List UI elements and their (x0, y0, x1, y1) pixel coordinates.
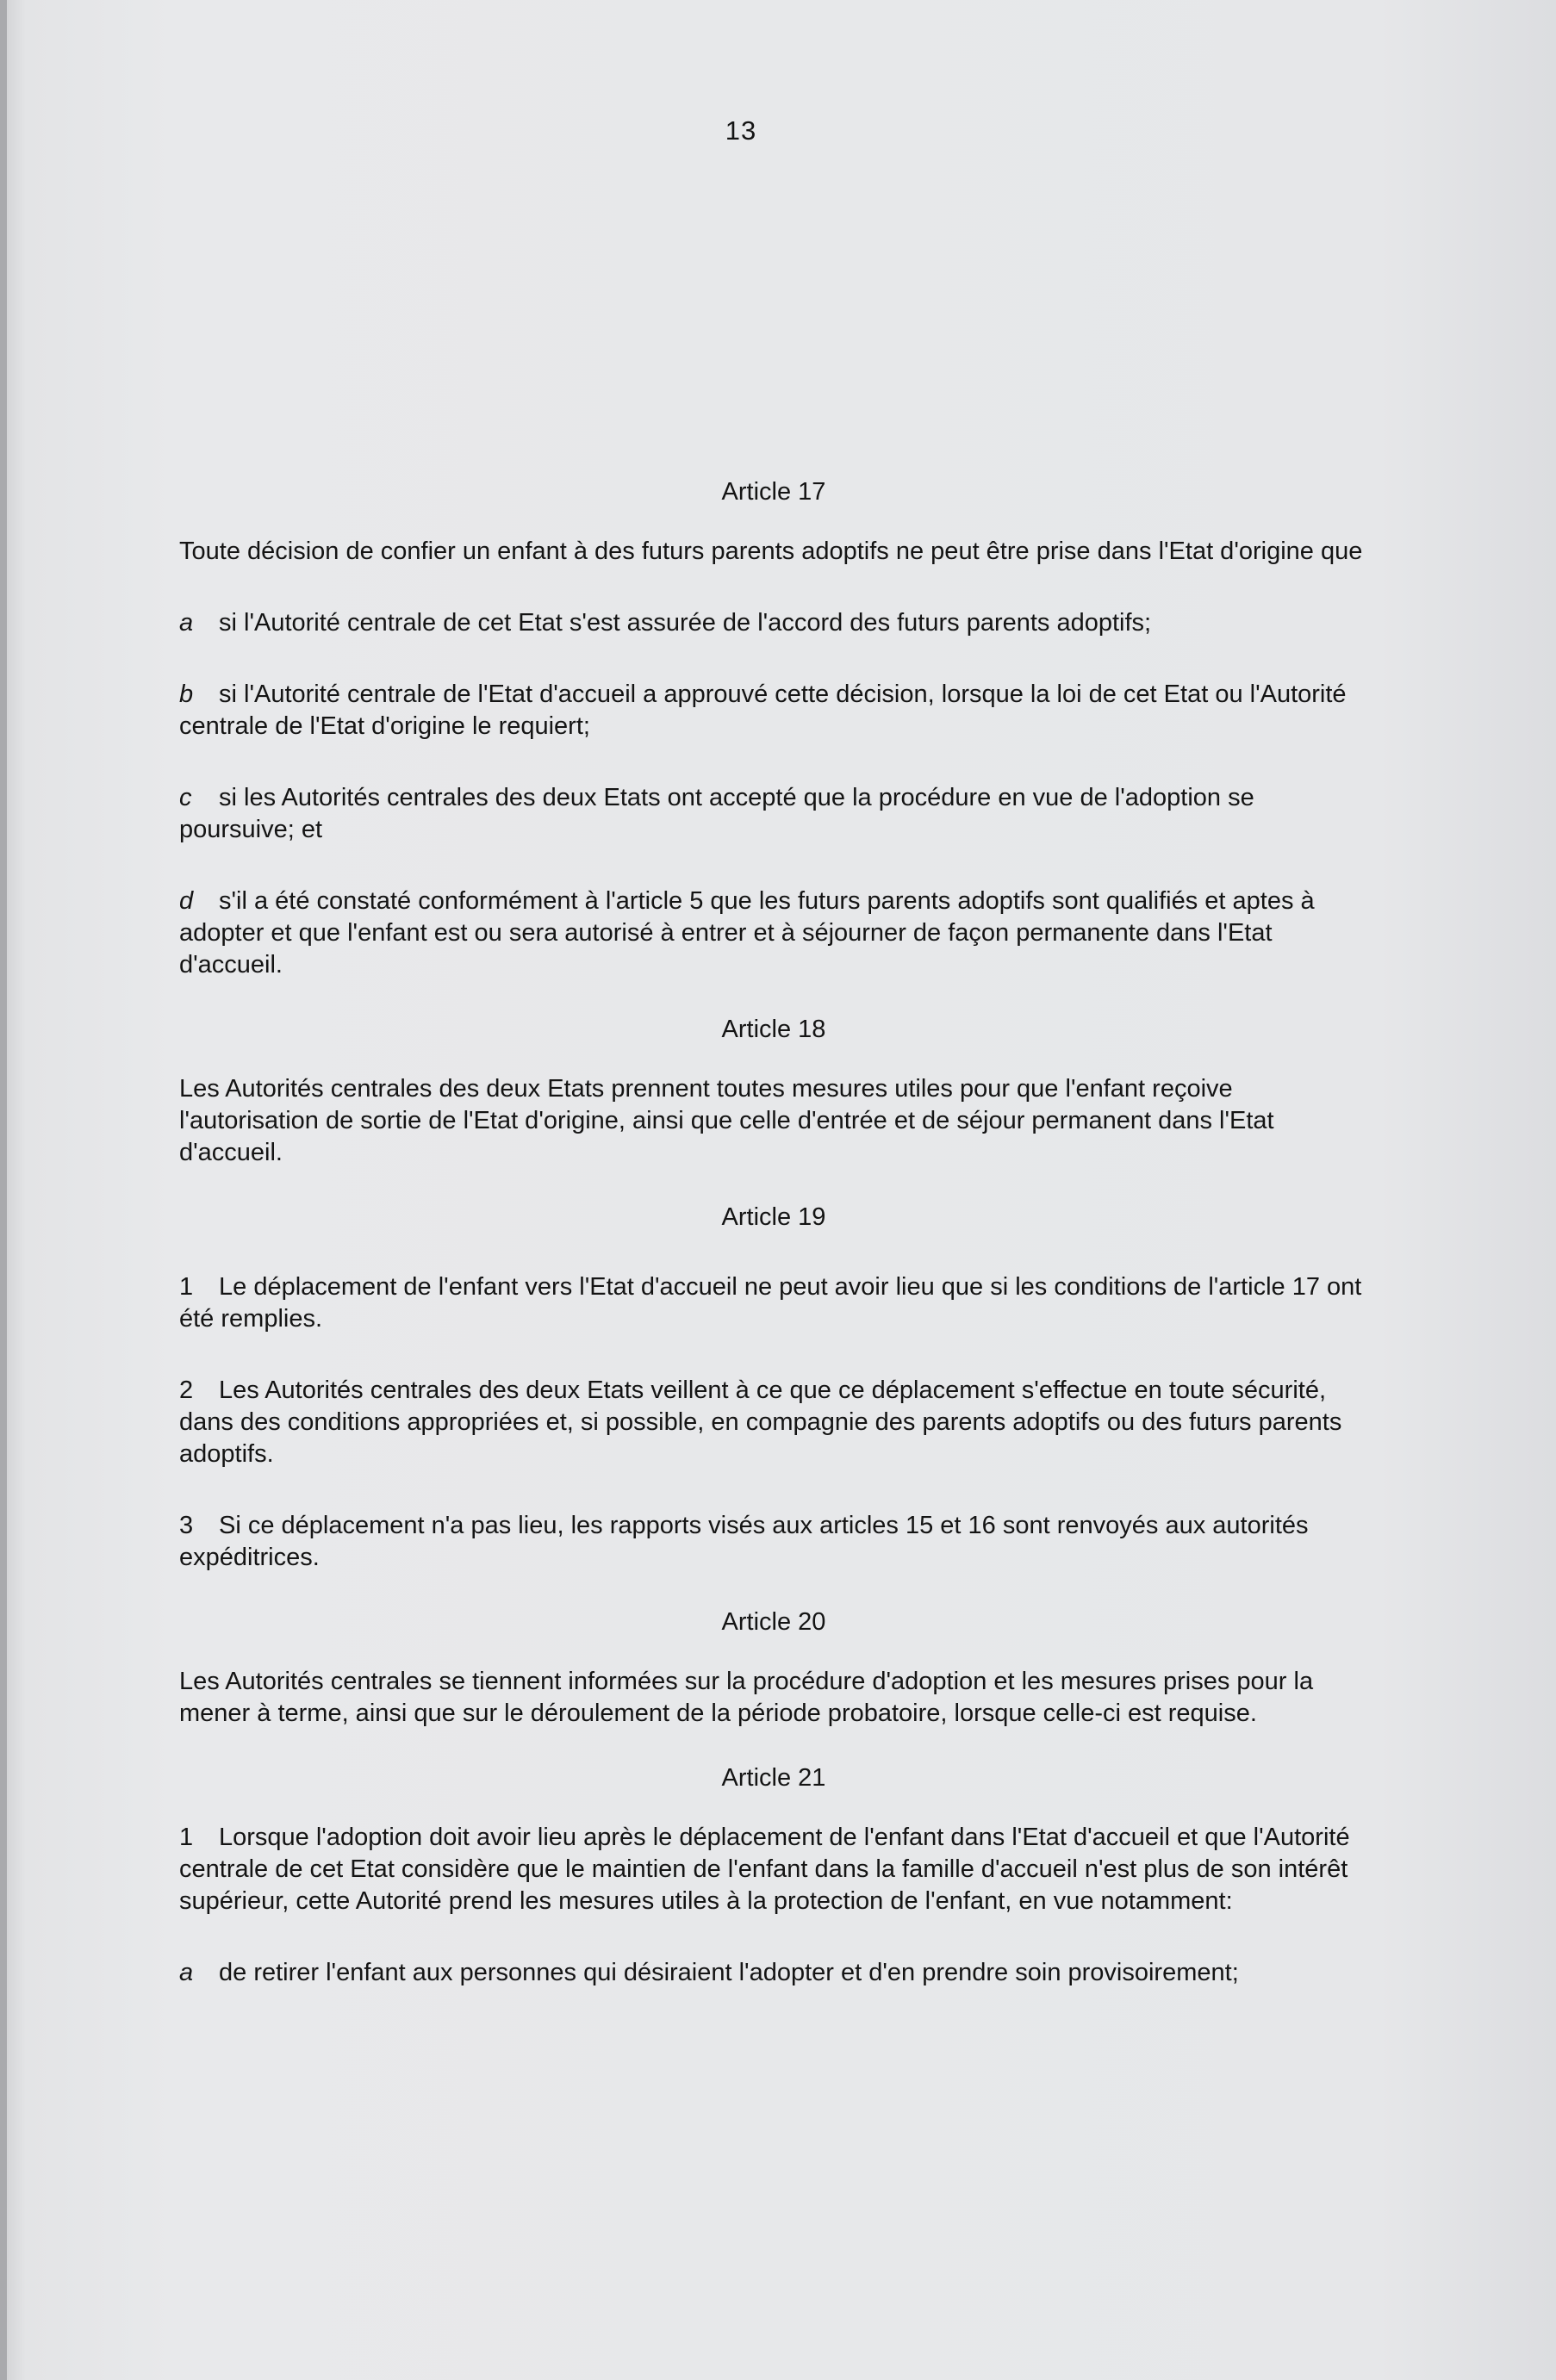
item-marker: 1 (179, 1273, 194, 1301)
item-text: si l'Autorité centrale de l'Etat d'accueil a approuvé cette décision, lorsque la loi de cet Etat ou l'Autorité centrale de l'Etat d'origine le requiert; (179, 680, 1347, 740)
article-heading: Article 19 (721, 1203, 826, 1231)
article-intro: Toute décision de confier un enfant à des futurs parents adoptifs ne peut être prise dans l'Etat d'origine que (179, 538, 1363, 565)
page-edge (0, 0, 7, 2380)
item-text: Les Autorités centrales des deux Etats veillent à ce que ce déplacement s'effectue en toute sécurité, dans des conditions appropriées et, si possible, en compagnie des parents adoptifs ou des futurs parents adoptifs. (179, 1376, 1342, 1468)
item-marker: c (179, 784, 192, 811)
article-heading: Article 17 (721, 478, 826, 506)
list-item (179, 886, 1368, 981)
article-heading: Article 18 (721, 1016, 826, 1043)
numbered-paragraph (179, 1271, 1368, 1335)
article-19 (179, 1203, 1368, 1574)
article-20 (179, 1608, 1368, 1730)
page-body (179, 478, 1368, 1989)
item-marker: d (179, 887, 194, 915)
item-marker: 1 (179, 1824, 194, 1851)
article-heading: Article 20 (721, 1608, 826, 1636)
item-marker: a (179, 609, 194, 637)
list-item (179, 782, 1368, 846)
numbered-paragraph (179, 1375, 1368, 1470)
item-text: s'il a été constaté conformément à l'article 5 que les futurs parents adoptifs sont qualifiés et aptes à adopter et que l'enfant est ou sera autorisé à entrer et à séjourner de façon permanente dans l'Etat d'accueil. (179, 887, 1315, 979)
item-text: Le déplacement de l'enfant vers l'Etat d'accueil ne peut avoir lieu que si les conditions de l'article 17 ont été remplies. (179, 1273, 1362, 1333)
article-intro: Les Autorités centrales se tiennent informées sur la procédure d'adoption et les mesures prises pour la mener à terme, ainsi que sur le déroulement de la période probatoire, lorsque celle-ci est requise. (179, 1668, 1314, 1727)
item-marker: 2 (179, 1376, 194, 1404)
item-text: Lorsque l'adoption doit avoir lieu après le déplacement de l'enfant dans l'Etat d'accueil et que l'Autorité centrale de cet Etat considère que le maintien de l'enfant dans la famille d'accueil n'est plus de son intérêt supérieur, cette Autorité prend les mesures utiles à la protection de l'enfant, en vue notamment: (179, 1824, 1350, 1915)
article-21 (179, 1764, 1368, 1989)
item-text: de retirer l'enfant aux personnes qui désiraient l'adopter et d'en prendre soin provisoirement; (219, 1959, 1239, 1986)
item-marker: 3 (179, 1512, 194, 1539)
item-text: Si ce déplacement n'a pas lieu, les rapports visés aux articles 15 et 16 sont renvoyés aux autorités expéditrices. (179, 1512, 1309, 1571)
list-item (179, 1957, 1368, 1989)
list-item (179, 679, 1368, 743)
article-18 (179, 1016, 1368, 1169)
article-17 (179, 478, 1368, 981)
item-marker: a (179, 1959, 194, 1986)
item-text: si les Autorités centrales des deux Etats ont accepté que la procédure en vue de l'adoption se poursuive; et (179, 784, 1254, 843)
numbered-paragraph (179, 1822, 1368, 1917)
list-item (179, 607, 1368, 639)
article-intro: Les Autorités centrales des deux Etats prennent toutes mesures utiles pour que l'enfant reçoive l'autorisation de sortie de l'Etat d'origine, ainsi que celle d'entrée et de séjour permanent dans l'Etat d'accueil. (179, 1075, 1274, 1166)
item-text: si l'Autorité centrale de cet Etat s'est assurée de l'accord des futurs parents adoptifs; (219, 609, 1152, 637)
item-marker: b (179, 680, 194, 708)
page-number: 13 (725, 115, 757, 146)
numbered-paragraph (179, 1510, 1368, 1574)
article-heading: Article 21 (721, 1764, 826, 1792)
